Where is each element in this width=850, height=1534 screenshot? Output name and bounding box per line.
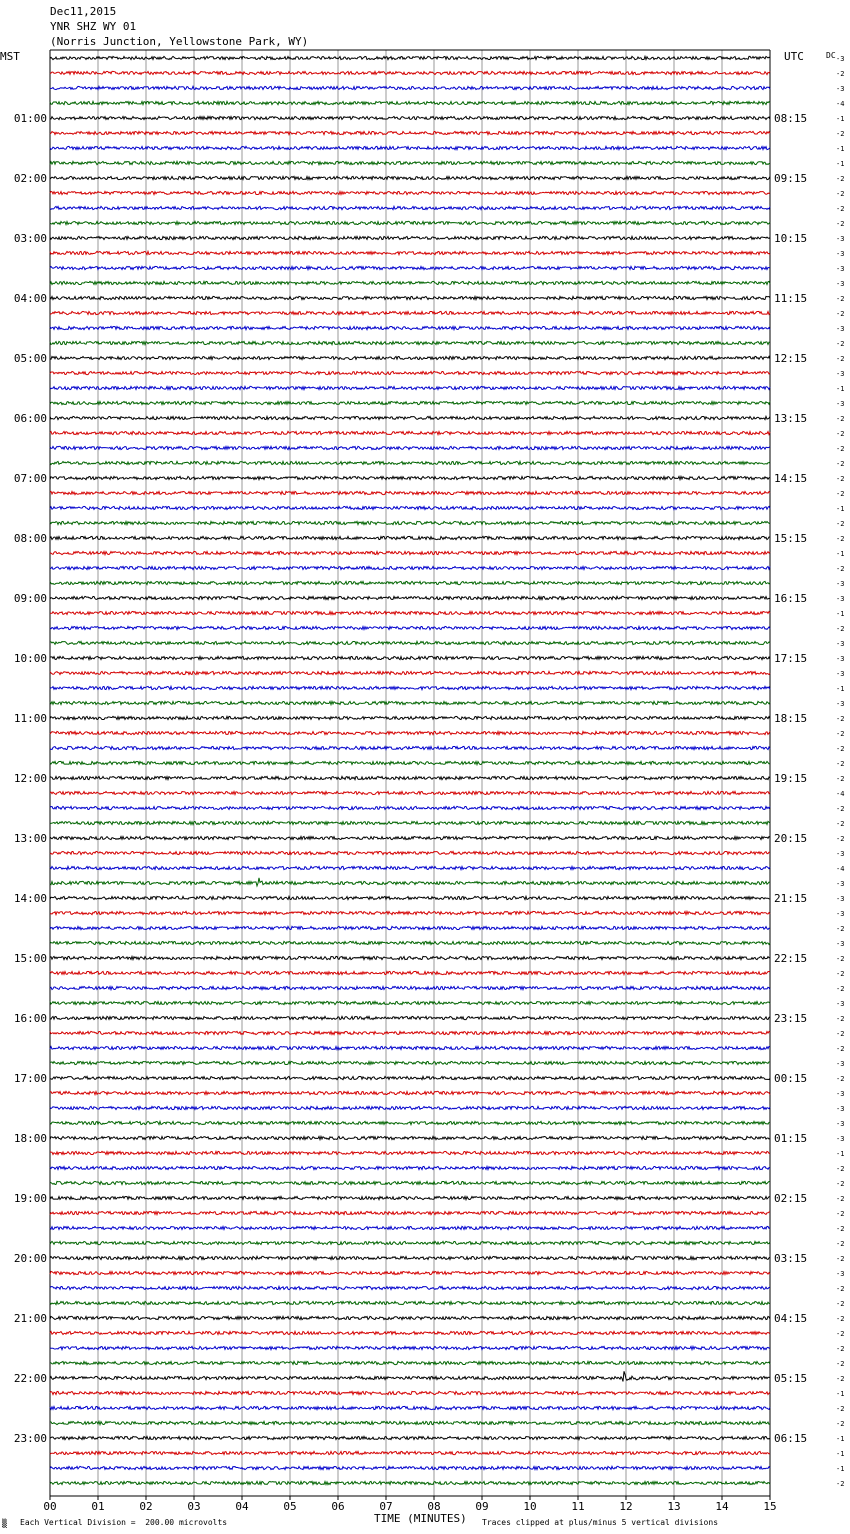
mst-hour-labels xyxy=(14,112,47,1445)
dc-offset-label: -2 xyxy=(836,970,845,978)
utc-hour-label: 19:15 xyxy=(774,772,808,785)
trace-line xyxy=(50,296,770,299)
trace-line xyxy=(50,176,770,179)
trace-line xyxy=(50,1271,770,1274)
dc-offset-label: -2 xyxy=(836,1255,845,1263)
trace-line xyxy=(50,1451,770,1454)
utc-hour-label: 20:15 xyxy=(774,832,808,845)
footer-left-mark: ▒ xyxy=(2,1519,7,1528)
trace-line xyxy=(50,776,770,779)
utc-hour-label: 08:15 xyxy=(774,112,808,125)
dc-offset-label: -2 xyxy=(836,1045,845,1053)
trace-line xyxy=(50,1061,770,1064)
trace-line xyxy=(50,491,770,494)
trace-line xyxy=(50,431,770,434)
trace-line xyxy=(50,191,770,194)
dc-offset-label: -1 xyxy=(836,550,845,558)
dc-offset-label: -2 xyxy=(836,1030,845,1038)
mst-hour-label: 10:00 xyxy=(13,652,47,665)
dc-offset-label: -2 xyxy=(836,175,845,183)
trace-line xyxy=(50,1091,770,1094)
dc-offset-label: -1 xyxy=(836,115,845,123)
trace-line xyxy=(50,1031,770,1034)
x-tick-label: 05 xyxy=(283,1500,297,1513)
trace-line xyxy=(50,671,770,674)
mst-hour-label: 15:00 xyxy=(13,952,47,965)
dc-offset-label: -3 xyxy=(836,1090,845,1098)
trace-line xyxy=(50,1481,770,1484)
dc-offset-label: -3 xyxy=(836,400,845,408)
trace-line xyxy=(50,1211,770,1214)
dc-offset-label: -2 xyxy=(836,430,845,438)
trace-line xyxy=(50,866,770,869)
x-tick-label: 13 xyxy=(667,1500,681,1513)
utc-hour-label: 02:15 xyxy=(774,1192,808,1205)
trace-line xyxy=(50,1346,770,1349)
utc-hour-label: 06:15 xyxy=(774,1432,808,1445)
trace-line xyxy=(50,1076,770,1079)
trace-line xyxy=(50,1001,770,1004)
utc-hour-label: 10:15 xyxy=(774,232,808,245)
clip-note: Traces clipped at plus/minus 5 vertical divisions xyxy=(482,1518,719,1527)
trace-line xyxy=(50,611,770,614)
dc-offset-label: -1 xyxy=(836,1150,845,1158)
trace-line xyxy=(50,701,770,704)
dc-offset-label: -3 xyxy=(836,235,845,243)
trace-line xyxy=(50,281,770,284)
trace-line xyxy=(50,956,770,959)
mst-hour-label: 09:00 xyxy=(13,592,47,605)
dc-offset-label: -3 xyxy=(836,910,845,918)
dc-offset-label: -3 xyxy=(836,940,845,948)
trace-line xyxy=(50,86,770,89)
mst-hour-label: 12:00 xyxy=(13,772,47,785)
trace-line xyxy=(50,716,770,719)
trace-line xyxy=(50,416,770,419)
trace-line xyxy=(50,746,770,749)
mst-hour-label: 18:00 xyxy=(13,1132,47,1145)
dc-offset-labels xyxy=(836,55,844,1488)
trace-line xyxy=(50,581,770,584)
utc-hour-label: 11:15 xyxy=(774,292,808,305)
mst-hour-label: 23:00 xyxy=(13,1432,47,1445)
dc-offset-label: -2 xyxy=(836,1360,845,1368)
trace-line xyxy=(50,1256,770,1259)
utc-hour-labels xyxy=(774,112,807,1445)
trace-line xyxy=(50,1136,770,1139)
trace-line xyxy=(50,1226,770,1229)
trace-line xyxy=(50,641,770,644)
dc-offset-label: -1 xyxy=(836,1390,845,1398)
utc-hour-label: 14:15 xyxy=(774,472,808,485)
seismic-traces xyxy=(50,56,770,1484)
dc-offset-label: -3 xyxy=(836,850,845,858)
utc-hour-label: 23:15 xyxy=(774,1012,808,1025)
dc-offset-label: -2 xyxy=(836,835,845,843)
trace-line xyxy=(50,401,770,404)
dc-offset-label: -2 xyxy=(836,1165,845,1173)
chart-station: YNR SHZ WY 01 xyxy=(50,20,137,33)
trace-line xyxy=(50,911,770,914)
mst-hour-label: 11:00 xyxy=(13,712,47,725)
dc-offset-label: -3 xyxy=(836,595,845,603)
mst-hour-label: 14:00 xyxy=(13,892,47,905)
dc-offset-label: -2 xyxy=(836,760,845,768)
trace-line xyxy=(50,986,770,989)
trace-line xyxy=(50,266,770,269)
dc-offset-label: -2 xyxy=(836,625,845,633)
mst-hour-label: 13:00 xyxy=(13,832,47,845)
trace-line xyxy=(50,1406,770,1409)
trace-line xyxy=(50,656,770,659)
dc-offset-label: -3 xyxy=(836,1270,845,1278)
dc-offset-label: -2 xyxy=(836,490,845,498)
dc-offset-label: -3 xyxy=(836,880,845,888)
utc-hour-label: 22:15 xyxy=(774,952,808,965)
x-tick-label: 02 xyxy=(139,1500,153,1513)
dc-offset-label: -2 xyxy=(836,295,845,303)
dc-offset-label: -2 xyxy=(836,1285,845,1293)
trace-line xyxy=(50,1151,770,1154)
dc-offset-label: -3 xyxy=(836,1135,845,1143)
dc-offset-label: -2 xyxy=(836,190,845,198)
utc-hour-label: 15:15 xyxy=(774,532,808,545)
utc-hour-label: 03:15 xyxy=(774,1252,808,1265)
dc-offset-label: -2 xyxy=(836,1420,845,1428)
dc-offset-label: -3 xyxy=(836,895,845,903)
x-tick-label: 01 xyxy=(91,1500,105,1513)
x-tick-label: 08 xyxy=(427,1500,441,1513)
dc-offset-label: -2 xyxy=(836,1240,845,1248)
trace-line xyxy=(50,566,770,569)
utc-hour-label: 21:15 xyxy=(774,892,808,905)
trace-line xyxy=(50,836,770,839)
trace-line xyxy=(50,1361,770,1364)
trace-line xyxy=(50,731,770,734)
trace-line xyxy=(50,1316,770,1319)
dc-offset-label: -3 xyxy=(836,370,845,378)
dc-offset-label: -2 xyxy=(836,805,845,813)
dc-offset-label: -2 xyxy=(836,1315,845,1323)
dc-offset-label: -3 xyxy=(836,655,845,663)
dc-offset-label: -2 xyxy=(836,220,845,228)
dc-offset-label: -3 xyxy=(836,1000,845,1008)
x-tick-label: 03 xyxy=(187,1500,201,1513)
dc-offset-label: -2 xyxy=(836,1075,845,1083)
dc-offset-label: -1 xyxy=(836,610,845,618)
mst-hour-label: 17:00 xyxy=(13,1072,47,1085)
trace-line xyxy=(50,161,770,164)
trace-line xyxy=(50,1331,770,1334)
trace-line xyxy=(50,461,770,464)
mst-hour-label: 20:00 xyxy=(13,1252,47,1265)
trace-line xyxy=(50,551,770,554)
trace-line xyxy=(50,131,770,134)
utc-hour-label: 18:15 xyxy=(774,712,808,725)
dc-offset-label: -3 xyxy=(836,670,845,678)
utc-hour-label: 17:15 xyxy=(774,652,808,665)
dc-offset-label: -2 xyxy=(836,520,845,528)
dc-offset-label: -1 xyxy=(836,145,845,153)
utc-hour-label: 13:15 xyxy=(774,412,808,425)
x-tick-label: 04 xyxy=(235,1500,249,1513)
trace-line xyxy=(50,371,770,374)
mst-hour-label: 22:00 xyxy=(13,1372,47,1385)
x-tick-label: 15 xyxy=(763,1500,777,1513)
trace-line xyxy=(50,56,770,59)
minute-grid xyxy=(50,50,770,1496)
trace-line xyxy=(50,1106,770,1109)
x-tick-label: 11 xyxy=(571,1500,585,1513)
utc-hour-label: 16:15 xyxy=(774,592,808,605)
dc-offset-label: -2 xyxy=(836,1225,845,1233)
trace-line xyxy=(50,1371,770,1381)
x-tick-label: 06 xyxy=(331,1500,345,1513)
trace-line xyxy=(50,1196,770,1199)
dc-offset-label: -3 xyxy=(836,85,845,93)
mst-hour-label: 08:00 xyxy=(13,532,47,545)
dc-offset-label: -4 xyxy=(836,100,845,108)
trace-line xyxy=(50,1121,770,1124)
dc-offset-label: -2 xyxy=(836,70,845,78)
trace-line xyxy=(50,791,770,794)
trace-line xyxy=(50,821,770,824)
dc-offset-label: -2 xyxy=(836,1210,845,1218)
x-tick-label: 07 xyxy=(379,1500,393,1513)
dc-offset-label: -2 xyxy=(836,730,845,738)
utc-hour-label: 05:15 xyxy=(774,1372,808,1385)
dc-offset-label: -2 xyxy=(836,745,845,753)
utc-hour-label: 00:15 xyxy=(774,1072,808,1085)
right-axis-label: UTC xyxy=(784,50,804,63)
dc-offset-label: -3 xyxy=(836,280,845,288)
mst-hour-label: 04:00 xyxy=(13,292,47,305)
trace-line xyxy=(50,1301,770,1304)
dc-offset-label: -3 xyxy=(836,700,845,708)
trace-line xyxy=(50,806,770,809)
trace-line xyxy=(50,1466,770,1469)
dc-offset-label: -1 xyxy=(836,685,845,693)
trace-line xyxy=(50,941,770,944)
trace-line xyxy=(50,1286,770,1289)
dc-offset-label: -2 xyxy=(836,1345,845,1353)
utc-hour-label: 04:15 xyxy=(774,1312,808,1325)
trace-line xyxy=(50,971,770,974)
dc-offset-label: -2 xyxy=(836,820,845,828)
trace-line xyxy=(50,596,770,599)
trace-line xyxy=(50,1241,770,1244)
trace-line xyxy=(50,386,770,389)
mst-hour-label: 01:00 xyxy=(13,112,47,125)
trace-line xyxy=(50,356,770,359)
x-tick-label: 14 xyxy=(715,1500,729,1513)
dc-offset-label: -2 xyxy=(836,1480,845,1488)
x-tick-label: 00 xyxy=(43,1500,57,1513)
dc-offset-label: -1 xyxy=(836,505,845,513)
dc-offset-label: -2 xyxy=(836,715,845,723)
trace-line xyxy=(50,1181,770,1184)
trace-line xyxy=(50,521,770,524)
trace-line xyxy=(50,446,770,449)
trace-line xyxy=(50,851,770,854)
trace-line xyxy=(50,896,770,899)
scale-note: Each Vertical Division = 200.00 microvolts xyxy=(20,1518,228,1527)
chart-location: (Norris Junction, Yellowstone Park, WY) xyxy=(50,35,309,48)
dc-offset-label: -2 xyxy=(836,340,845,348)
dc-offset-label: -1 xyxy=(836,1465,845,1473)
trace-line xyxy=(50,1166,770,1169)
dc-offset-label: -2 xyxy=(836,955,845,963)
x-axis-label: TIME (MINUTES) xyxy=(374,1512,467,1525)
mst-hour-label: 02:00 xyxy=(13,172,47,185)
dc-offset-label: -3 xyxy=(836,265,845,273)
trace-line xyxy=(50,311,770,314)
trace-line xyxy=(50,101,770,104)
trace-line xyxy=(50,1016,770,1019)
trace-line xyxy=(50,626,770,629)
dc-offset-label: -3 xyxy=(836,250,845,258)
trace-line xyxy=(50,251,770,254)
dc-offset-label: -2 xyxy=(836,460,845,468)
x-tick-label: 12 xyxy=(619,1500,633,1513)
mst-hour-label: 05:00 xyxy=(13,352,47,365)
dc-offset-label: -2 xyxy=(836,925,845,933)
trace-line xyxy=(50,71,770,74)
dc-offset-label: -2 xyxy=(836,1195,845,1203)
dc-offset-label: -3 xyxy=(836,55,845,63)
x-tick-label: 09 xyxy=(475,1500,489,1513)
dc-offset-label: -2 xyxy=(836,355,845,363)
x-axis-ticks xyxy=(43,1496,776,1513)
dc-offset-label: -1 xyxy=(836,385,845,393)
trace-line xyxy=(50,476,770,479)
dc-offset-label: -3 xyxy=(836,640,845,648)
chart-date: Dec11,2015 xyxy=(50,5,117,18)
left-axis-label: MST xyxy=(0,50,20,63)
trace-line xyxy=(50,326,770,329)
dc-offset-label: -2 xyxy=(836,1330,845,1338)
trace-line xyxy=(50,116,770,119)
trace-line xyxy=(50,686,770,689)
mst-hour-label: 19:00 xyxy=(13,1192,47,1205)
trace-line xyxy=(50,1391,770,1394)
mst-hour-label: 03:00 xyxy=(13,232,47,245)
dc-offset-label: -1 xyxy=(836,160,845,168)
dc-offset-label: -4 xyxy=(836,865,845,873)
dc-offset-label: -3 xyxy=(836,1060,845,1068)
trace-line xyxy=(50,506,770,509)
dc-offset-label: -1 xyxy=(836,1450,845,1458)
dc-offset-label: -2 xyxy=(836,565,845,573)
dc-offset-label: -2 xyxy=(836,1300,845,1308)
trace-line xyxy=(50,206,770,209)
dc-offset-label: -3 xyxy=(836,580,845,588)
utc-hour-label: 12:15 xyxy=(774,352,808,365)
dc-offset-label: -3 xyxy=(836,1105,845,1113)
dc-offset-label: -2 xyxy=(836,415,845,423)
dc-offset-label: -2 xyxy=(836,445,845,453)
dc-offset-label: -1 xyxy=(836,1435,845,1443)
trace-line xyxy=(50,878,770,886)
trace-line xyxy=(50,236,770,239)
dc-offset-label: -2 xyxy=(836,205,845,213)
dc-offset-label: -2 xyxy=(836,1015,845,1023)
trace-line xyxy=(50,536,770,539)
trace-line xyxy=(50,926,770,929)
mst-hour-label: 06:00 xyxy=(13,412,47,425)
trace-line xyxy=(50,1436,770,1439)
dc-offset-label: -2 xyxy=(836,775,845,783)
mst-hour-label: 21:00 xyxy=(13,1312,47,1325)
utc-hour-label: 09:15 xyxy=(774,172,808,185)
dc-offset-label: -2 xyxy=(836,130,845,138)
mst-hour-label: 16:00 xyxy=(13,1012,47,1025)
x-tick-label: 10 xyxy=(523,1500,537,1513)
trace-line xyxy=(50,146,770,149)
trace-line xyxy=(50,1421,770,1424)
dc-offset-label: -2 xyxy=(836,985,845,993)
trace-line xyxy=(50,341,770,344)
dc-offset-label: -2 xyxy=(836,1180,845,1188)
trace-line xyxy=(50,761,770,764)
dc-offset-label: -3 xyxy=(836,1120,845,1128)
utc-hour-label: 01:15 xyxy=(774,1132,808,1145)
dc-offset-label: -2 xyxy=(836,310,845,318)
dc-offset-label: -3 xyxy=(836,325,845,333)
dc-offset-label: -2 xyxy=(836,535,845,543)
dc-offset-label: -2 xyxy=(836,475,845,483)
dc-label: DC xyxy=(826,51,836,60)
mst-hour-label: 07:00 xyxy=(13,472,47,485)
dc-offset-label: -4 xyxy=(836,790,845,798)
trace-line xyxy=(50,1046,770,1049)
dc-offset-label: -2 xyxy=(836,1405,845,1413)
dc-offset-label: -2 xyxy=(836,1375,845,1383)
trace-line xyxy=(50,221,770,224)
